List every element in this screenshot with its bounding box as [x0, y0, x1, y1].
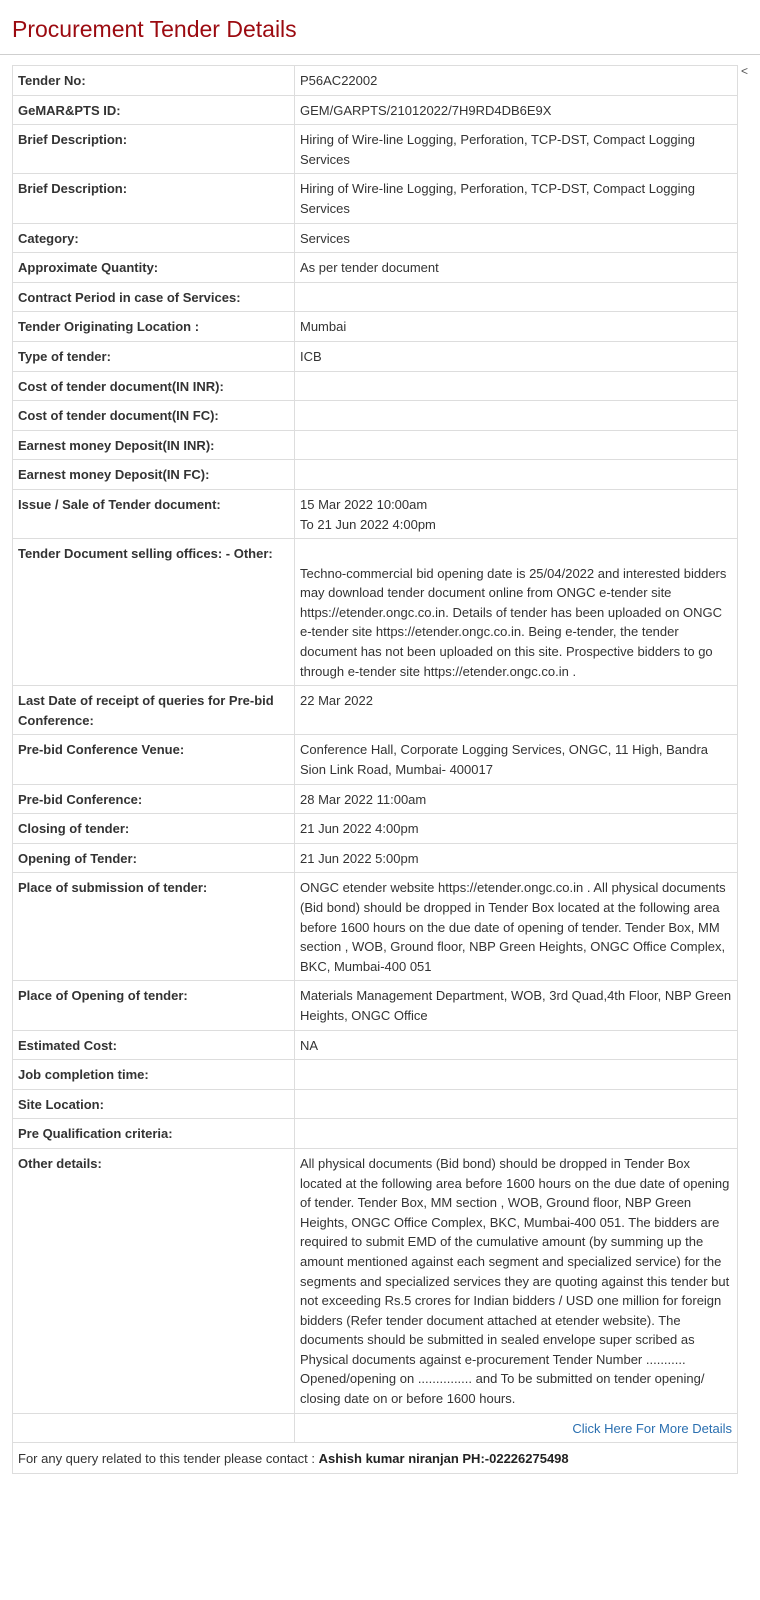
field-label: Last Date of receipt of queries for Pre-bid Conference: [13, 686, 295, 735]
field-label: Closing of tender: [13, 814, 295, 844]
field-value [295, 1089, 738, 1119]
field-value [295, 430, 738, 460]
field-value: P56AC22002 [295, 66, 738, 96]
contact-cell [13, 1443, 738, 1474]
title-divider [0, 54, 760, 55]
field-value: As per tender document [295, 253, 738, 283]
table-row [13, 1148, 738, 1413]
collapse-caret-icon[interactable]: < [740, 64, 748, 78]
table-row [13, 371, 738, 401]
table-row [13, 95, 738, 125]
field-label: Brief Description: [13, 174, 295, 223]
table-row [13, 401, 738, 431]
field-label: Opening of Tender: [13, 843, 295, 873]
field-value [295, 1119, 738, 1149]
table-row [13, 873, 738, 981]
field-label: Cost of tender document(IN INR): [13, 371, 295, 401]
table-row [13, 784, 738, 814]
field-label: GeMAR&PTS ID: [13, 95, 295, 125]
empty-cell [13, 1413, 295, 1443]
field-value [295, 282, 738, 312]
field-value: Mumbai [295, 312, 738, 342]
field-value: 21 Jun 2022 4:00pm [295, 814, 738, 844]
table-row [13, 223, 738, 253]
field-label: Tender Document selling offices: - Other: [13, 539, 295, 686]
field-label: Brief Description: [13, 125, 295, 174]
field-label: Cost of tender document(IN FC): [13, 401, 295, 431]
field-label: Tender Originating Location : [13, 312, 295, 342]
table-row [13, 539, 738, 686]
field-label: Issue / Sale of Tender document: [13, 489, 295, 538]
field-label: Place of submission of tender: [13, 873, 295, 981]
table-row [13, 686, 738, 735]
field-value: ICB [295, 341, 738, 371]
more-details-row [13, 1413, 738, 1443]
field-value: NA [295, 1030, 738, 1060]
table-row [13, 174, 738, 223]
field-label: Tender No: [13, 66, 295, 96]
table-row [13, 1089, 738, 1119]
field-label: Job completion time: [13, 1060, 295, 1090]
field-label: Place of Opening of tender: [13, 981, 295, 1030]
field-label: Approximate Quantity: [13, 253, 295, 283]
table-row [13, 1030, 738, 1060]
table-row [13, 843, 738, 873]
more-details-link[interactable]: Click Here For More Details [572, 1420, 732, 1436]
table-row [13, 1060, 738, 1090]
field-label: Pre-bid Conference: [13, 784, 295, 814]
table-row [13, 489, 738, 538]
contact-row [13, 1443, 738, 1474]
table-row [13, 253, 738, 283]
field-value: 22 Mar 2022 [295, 686, 738, 735]
field-value: Hiring of Wire-line Logging, Perforation, TCP-DST, Compact Logging Services [295, 125, 738, 174]
field-label: Site Location: [13, 1089, 295, 1119]
field-label: Pre-bid Conference Venue: [13, 735, 295, 784]
field-label: Estimated Cost: [13, 1030, 295, 1060]
table-row [13, 430, 738, 460]
field-value [295, 401, 738, 431]
field-label: Type of tender: [13, 341, 295, 371]
field-value: GEM/GARPTS/21012022/7H9RD4DB6E9X [295, 95, 738, 125]
field-value: 21 Jun 2022 5:00pm [295, 843, 738, 873]
table-row [13, 282, 738, 312]
field-value: Services [295, 223, 738, 253]
page-title: Procurement Tender Details [12, 16, 297, 42]
field-value: Hiring of Wire-line Logging, Perforation, TCP-DST, Compact Logging Services [295, 174, 738, 223]
field-label: Pre Qualification criteria: [13, 1119, 295, 1149]
field-value: ONGC etender website https://etender.ongc.co.in . All physical documents (Bid bond) should be dropped in Tender Box located at the following area before 1600 hours on the due date of opening of tender. Tender Box, MM section , WOB, Ground floor, NBP Green Heights, ONGC Office Complex, BKC, Mumbai-400 051 [295, 873, 738, 981]
table-row [13, 125, 738, 174]
table-row [13, 735, 738, 784]
field-value: All physical documents (Bid bond) should be dropped in Tender Box located at the following area before 1600 hours on the due date of opening of tender. Tender Box, MM section , WOB, Ground floor, NBP Green Heights, ONGC Office Complex, BKC, Mumbai-400 051. The bidders are required to submit EMD of the cumulative amount (by summing up the amount mentioned against each segment and specialized service) for the segments and specialized services they are quoting against this tender but not exceeding Rs.5 crores for Indian bidders / USD one million for foreign bidders (Refer tender document attached at etender website). The documents should be submitted in sealed envelope super scribed as Physical documents against e-procurement Tender Number ........... Opened/opening on ............... and To be submitted on tender opening/ closing date on or before 1600 hours. [295, 1148, 738, 1413]
field-value: Techno-commercial bid opening date is 25/04/2022 and interested bidders may download tender document online from ONGC e-tender site https://etender.ongc.co.in. Details of tender has been uploaded on ONGC e-tender site https://etender.ongc.co.in. Being e-tender, the tender document has not been uploaded on this site. Prospective bidders to go through e-tender site https://etender.ongc.co.in . [295, 539, 738, 686]
table-row [13, 460, 738, 490]
table-row [13, 814, 738, 844]
field-value: 28 Mar 2022 11:00am [295, 784, 738, 814]
table-row [13, 341, 738, 371]
contact-name: Ashish kumar niranjan PH:-02226275498 [318, 1451, 569, 1467]
tender-details-table [12, 65, 738, 1474]
field-value: 15 Mar 2022 10:00am To 21 Jun 2022 4:00pm [295, 489, 738, 538]
field-label: Other details: [13, 1148, 295, 1413]
field-value [295, 1060, 738, 1090]
field-label: Category: [13, 223, 295, 253]
field-value [295, 371, 738, 401]
field-label: Contract Period in case of Services: [13, 282, 295, 312]
field-value: Conference Hall, Corporate Logging Services, ONGC, 11 High, Bandra Sion Link Road, Mumbai- 400017 [295, 735, 738, 784]
contact-prefix: For any query related to this tender please contact : [18, 1451, 319, 1467]
table-row [13, 312, 738, 342]
table-row [13, 66, 738, 96]
field-value: Materials Management Department, WOB, 3rd Quad,4th Floor, NBP Green Heights, ONGC Office [295, 981, 738, 1030]
table-row [13, 1119, 738, 1149]
field-label: Earnest money Deposit(IN INR): [13, 430, 295, 460]
table-row [13, 981, 738, 1030]
more-details-cell [295, 1413, 738, 1443]
tender-details-body [13, 66, 738, 1414]
field-label: Earnest money Deposit(IN FC): [13, 460, 295, 490]
field-value [295, 460, 738, 490]
